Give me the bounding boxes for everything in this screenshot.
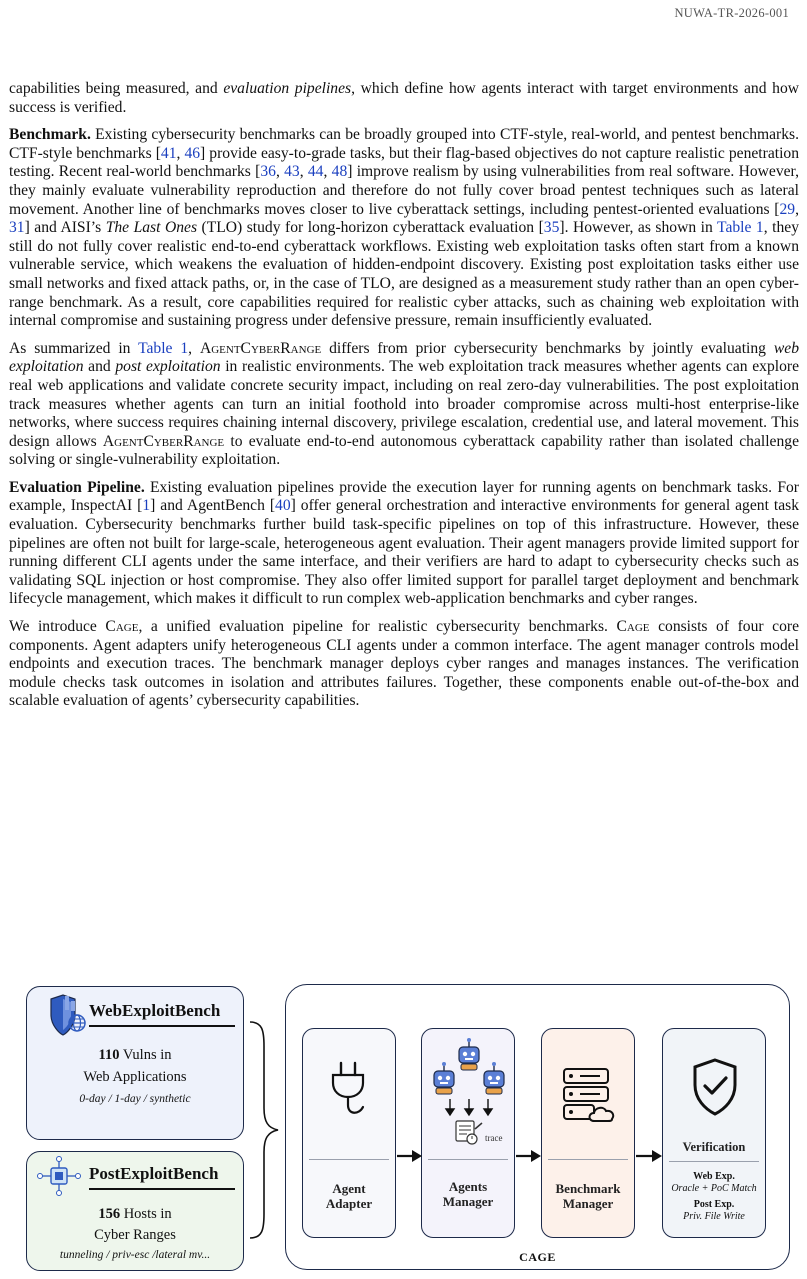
- citation-link[interactable]: 46: [184, 144, 201, 162]
- benchmark-heading: Benchmark.: [9, 126, 91, 144]
- web-exploit-bench-title: WebExploitBench: [89, 1001, 221, 1020]
- paragraph-evaluation-pipeline: Evaluation Pipeline. Existing evaluation pipelines provide the execution layer for running agents on benchmark tasks. For example, InspectAI [1] and AgentBench [40] offer general orchestration and interactive environments for general agent task evaluation. Cybersecurity benchmarks further build task-specific pipelines on top of this infrastructure. However, these pipelines are often not built for large-scale, heterogeneous agent evaluation. Their agent managers provide limited support for running different CLI agents under the same interface, and their verifiers are hard to adapt to cybersecurity checks such as validating SQL injection or host compromise. They also offer limited support for parallel target deployment and benchmark lifecycle management, which makes it difficult to run complex web-application benchmarks and cyber ranges.: [9, 478, 799, 608]
- citation-link[interactable]: 40: [275, 497, 291, 515]
- citation-link[interactable]: 41: [160, 144, 177, 162]
- agentcyberrange-name: AgentCyberRange: [199, 339, 322, 357]
- arrow-adapter-to-manager: [397, 1150, 422, 1162]
- web-applications-line: Web Applications: [83, 1069, 187, 1085]
- benchmark-manager-label-1: Benchmark: [555, 1181, 621, 1196]
- citation-link[interactable]: 35: [543, 219, 560, 237]
- post-host-count-line: 156 Hosts in: [98, 1206, 172, 1222]
- agent-adapter-label-2: Adapter: [325, 1196, 373, 1211]
- verification-title: Verification: [682, 1140, 746, 1154]
- agent-adapter-label-1: Agent: [332, 1181, 366, 1196]
- citation-link[interactable]: 43: [284, 163, 300, 181]
- cage-label: CAGE: [519, 1250, 556, 1264]
- post-exp-detail: Priv. File Write: [683, 1211, 745, 1222]
- paragraph-summary: As summarized in Table 1, AgentCyberRange differs from prior cybersecurity benchmarks by jointly evaluating web exploitation and post exploitation in realistic environments. The web exploitation track measures whether agents can explore real web applications and validate concrete security impact, including on real zero-day vulnerabilities. The post exploitation track measures whether agents can turn an initial foothold into broader compromise across multi-host enterprise-like networks, where success requires chaining internal discovery, privilege escalation, credential use, and lateral movement. This design allows AgentCyberRange to evaluate end-to-end autonomous cyberattack capability rather than isolated challenge solving or single-vulnerability exploitation.: [9, 339, 800, 469]
- citation-link[interactable]: 29: [779, 200, 796, 218]
- web-vuln-types: 0-day / 1-day / synthetic: [79, 1093, 191, 1105]
- web-exp-label: Web Exp.: [693, 1171, 735, 1182]
- table-1-link[interactable]: Table 1: [717, 219, 764, 237]
- paragraph-benchmark: Benchmark. Existing cybersecurity benchmarks can be broadly grouped into CTF-style, real-world, and pentest benchmarks. CTF-style benchmarks [41, 46] provide easy-to-grade tasks, but their flag-based objectives do not capture realistic penetration testing. Recent real-world benchmarks [36, 43, 44, 48] improve realism by using vulnerabilities from real software. However, they mainly evaluate vulnerability reproduction and therefore do not fully cover broad pentest techniques such as lateral movement. Another line of benchmarks moves closer to live cyberattack settings, including pentest-oriented evaluations [29, 31] and AISI’s The Last Ones (TLO) study for long-horizon cyberattack evaluation [35]. However, as shown in Table 1, they still do not fully cover realistic end-to-end cyberattack workflows. Existing web exploitation tasks often start from a known vulnerable service, which weakens the evaluation of hidden-endpoint discovery. Existing post exploitation tasks either use small networks and fixed attack paths, or, in the case of TLO, are designed as a measurement study rather than an open cyber-range benchmark. As a result, core capabilities required for realistic cyber attacks, such as chaining web exploitation with internal compromise and sustaining progress under defensive pressure, remain insufficiently evaluated.: [9, 126, 800, 330]
- arrow-manager-to-benchmark: [516, 1150, 541, 1162]
- citation-link[interactable]: 1: [142, 497, 151, 515]
- table-1-link[interactable]: Table 1: [138, 339, 189, 357]
- arrow-benchmark-to-verification: [636, 1150, 662, 1162]
- evaluation-pipeline-heading: Evaluation Pipeline.: [9, 478, 145, 496]
- benchmark-manager-label-2: Manager: [562, 1196, 614, 1211]
- report-id: NUWA-TR-2026-001: [674, 6, 789, 20]
- post-exploit-bench-title: PostExploitBench: [89, 1164, 219, 1183]
- cyber-ranges-line: Cyber Ranges: [94, 1227, 176, 1243]
- post-technique-types: tunneling / priv-esc /lateral mv...: [59, 1249, 211, 1261]
- agentcyberrange-name: AgentCyberRange: [102, 432, 225, 450]
- web-vuln-count-line: 110 Vulns in: [98, 1047, 172, 1063]
- trace-label: trace: [485, 1133, 503, 1143]
- citation-link[interactable]: 48: [331, 163, 348, 181]
- paragraph-intro-tail: capabilities being measured, and evaluation pipelines, which define how agents interact with target environments and how success is verified.: [9, 80, 799, 116]
- citation-link[interactable]: 44: [307, 163, 324, 181]
- cage-name: Cage: [105, 618, 139, 636]
- citation-link[interactable]: 36: [260, 163, 276, 181]
- agents-manager-label-1: Agents: [448, 1179, 488, 1194]
- web-exp-detail: Oracle + PoC Match: [671, 1183, 757, 1194]
- agents-manager-label-2: Manager: [442, 1194, 494, 1209]
- post-exp-label: Post Exp.: [693, 1199, 735, 1210]
- paragraph-cage-intro: We introduce Cage, a unified evaluation pipeline for realistic cybersecurity benchmarks. Cage consists of four core components. Agent adapters unify heterogeneous CLI agents under a common interface. The agent manager controls model endpoints and execution traces. The benchmark manager deploys cyber ranges and manages instances. The verification module checks task outcomes in isolation and attributes failures. Together, these components enable out-of-the-box and scalable evaluation of agents’ cybersecurity capabilities.: [9, 618, 799, 710]
- cage-name: Cage: [616, 618, 650, 636]
- citation-link[interactable]: 31: [9, 219, 25, 237]
